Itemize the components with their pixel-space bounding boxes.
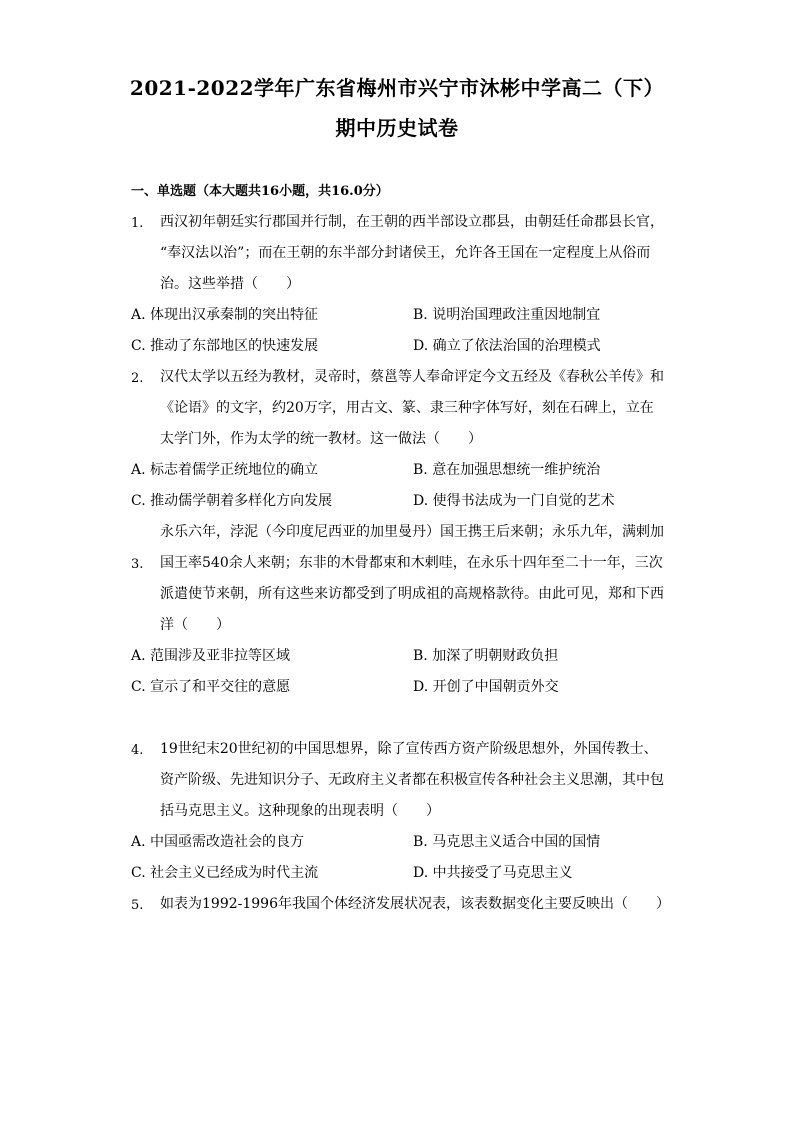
option-c[interactable]: C. 推动了东部地区的快速发展 (131, 338, 319, 354)
option-b[interactable]: B. 意在加强思想统一维护统治 (413, 462, 601, 478)
question-text-line: 西汉初年朝廷实行郡国并行制，在王朝的西半部设立郡县，由朝廷任命郡县长官， (160, 214, 664, 230)
option-d[interactable]: D. 使得书法成为一门自觉的艺术 (413, 493, 615, 509)
question-text-line: 永乐六年，浡泥（今印度尼西亚的加里曼丹）国王携王后来朝；永乐九年，满剌加 (160, 524, 664, 540)
question-text-line: 治。这些举措（ ） (160, 276, 300, 292)
question-text-line: 洋（ ） (160, 617, 230, 633)
section-heading: 一、单选题（本大题共16小题，共16.0分） (131, 184, 389, 199)
option-b[interactable]: B. 加深了明朝财政负担 (413, 648, 559, 664)
question-text-line: 《论语》的文字，约20万字，用古文、篆、隶三种字体写好，刻在石碑上，立在 (160, 400, 654, 416)
option-b[interactable]: B. 说明治国理政注重因地制宜 (413, 307, 601, 323)
question-text-line: 国王率540余人来朝；东非的木骨都束和木剌哇，在永乐十四年至二十一年，三次 (160, 555, 663, 571)
option-b[interactable]: B. 马克思主义适合中国的国情 (413, 834, 601, 850)
question-number: 3. (131, 557, 144, 572)
exam-title-line2: 期中历史试卷 (335, 116, 459, 140)
question-number: 5. (131, 898, 144, 913)
option-d[interactable]: D. 开创了中国朝贡外交 (413, 679, 559, 695)
option-c[interactable]: C. 宣示了和平交往的意愿 (131, 679, 291, 695)
question-text-line: 太学门外，作为太学的统一教材。这一做法（ ） (160, 431, 482, 447)
exam-title-line1: 2021-2022学年广东省梅州市兴宁市沐彬中学高二（下） (129, 76, 665, 100)
question-number: 1. (131, 216, 144, 231)
option-a[interactable]: A. 体现出汉承秦制的突出特征 (131, 307, 319, 323)
question-text-line: 括马克思主义。这种现象的出现表明（ ） (160, 803, 440, 819)
question-number: 2. (131, 371, 144, 386)
question-text-line: 19世纪末20世纪初的中国思想界，除了宣传西方资产阶级思想外，外国传教士、 (160, 741, 658, 757)
question-text-line: 如表为1992-1996年我国个体经济发展状况表，该表数据变化主要反映出（ ） (160, 896, 670, 912)
question-number: 4. (131, 743, 144, 758)
option-c[interactable]: C. 社会主义已经成为时代主流 (131, 865, 319, 881)
question-text-line: 派遣使节来朝，所有这些来访都受到了明成祖的高规格款待。由此可见，郑和下西 (160, 586, 664, 602)
option-c[interactable]: C. 推动儒学朝着多样化方向发展 (131, 493, 333, 509)
question-text-line: 资产阶级、先进知识分子、无政府主义者都在积极宣传各种社会主义思潮，其中包 (160, 772, 664, 788)
question-text-line: “奉汉法以治”；而在王朝的东半部分封诸侯王，允许各王国在一定程度上从俗而 (160, 245, 651, 261)
question-text-line: 汉代太学以五经为教材，灵帝时，蔡邕等人奉命评定今文五经及《春秋公羊传》和 (160, 369, 664, 385)
option-d[interactable]: D. 中共接受了马克思主义 (413, 865, 573, 881)
option-a[interactable]: A. 范围涉及亚非拉等区域 (131, 648, 291, 664)
option-d[interactable]: D. 确立了依法治国的治理模式 (413, 338, 601, 354)
option-a[interactable]: A. 中国亟需改造社会的良方 (131, 834, 305, 850)
option-a[interactable]: A. 标志着儒学正统地位的确立 (131, 462, 319, 478)
